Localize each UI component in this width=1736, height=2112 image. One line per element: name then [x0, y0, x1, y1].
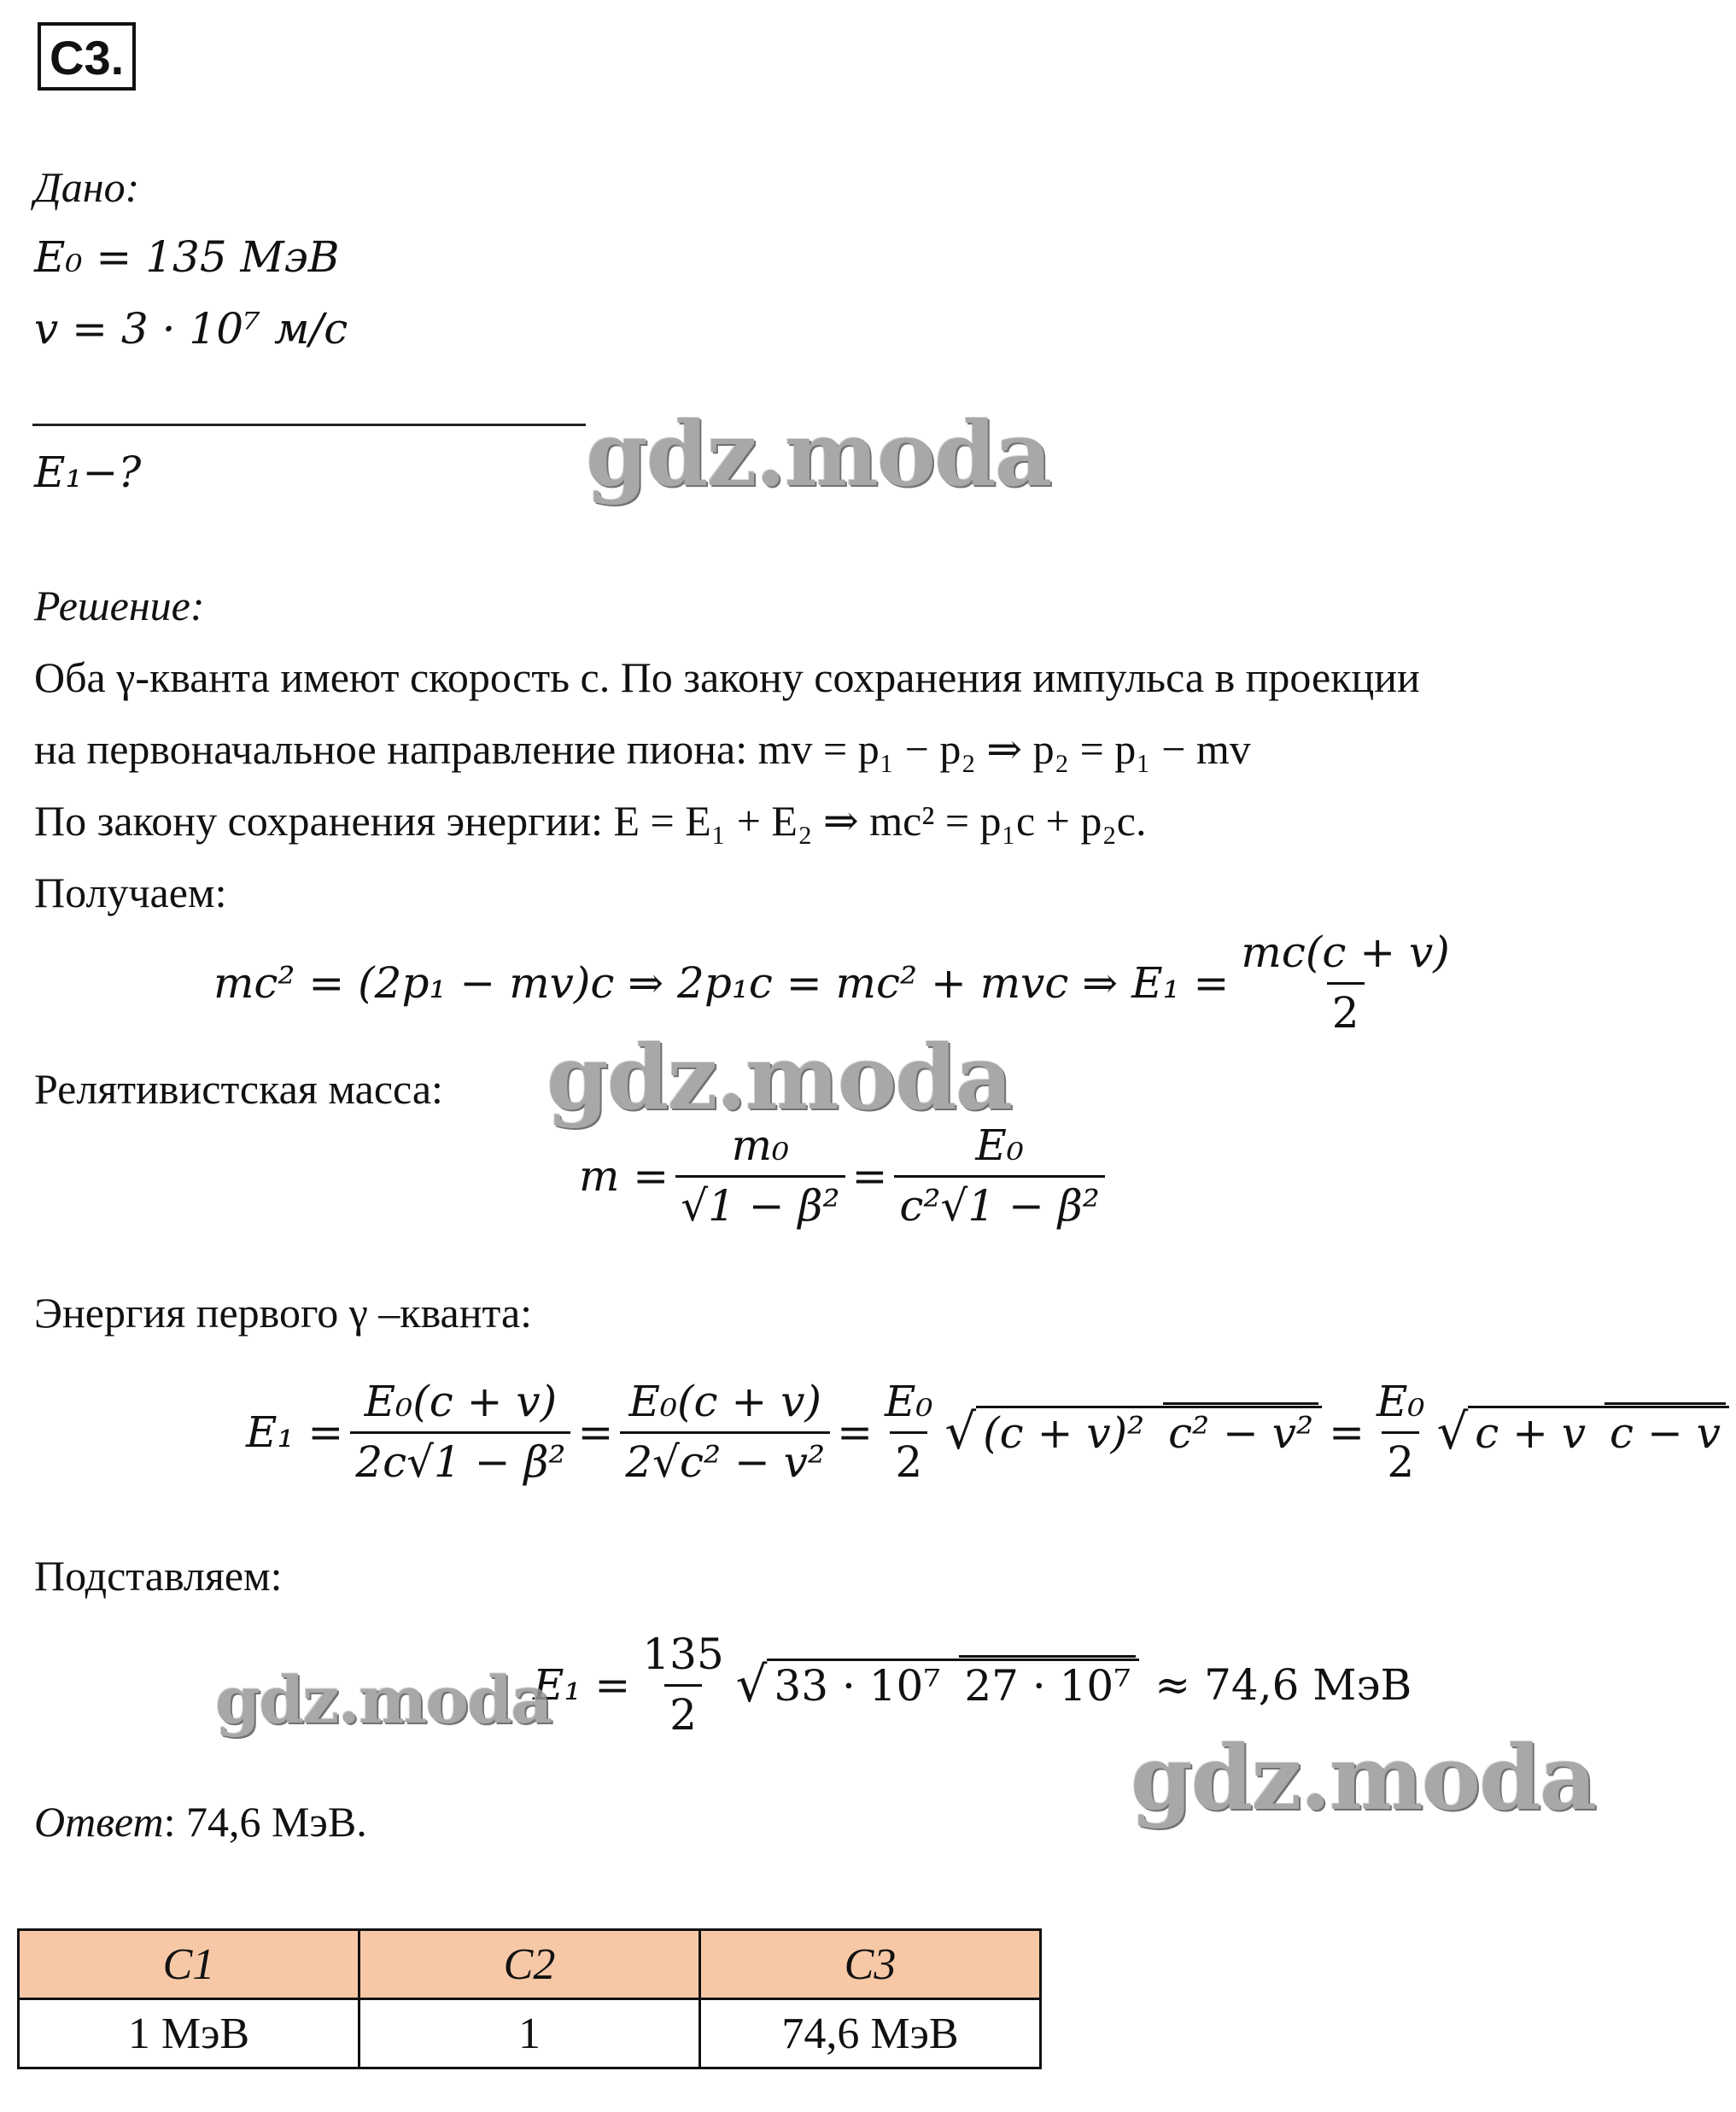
- table-cell: 1 МэВ: [19, 1999, 359, 2068]
- equation-substitution: E₁ = $\frac{135}{2}$ √ 33 · 10⁷ 27 · 10⁷ ≈ 74,6 МэВ: [533, 1629, 1412, 1740]
- equation-energy: E₁ = $\frac{\text{E₀(c + v)}}{\text{2c√1 − β²}}$ = $\frac{\text{E₀(c + v)}}{\text{2√c² − v²}}$ = $\frac{\text{E₀}}{2}$ √ (c + v)² c² − v² = $\frac{\text{E₀}}{2}$ √ c + v c − v: [246, 1377, 1736, 1487]
- watermark-logo: gdz.moda: [215, 1662, 552, 1738]
- solution-line-2: на первоначальное направление пиона: mv = p₁ − p₂ ⇒ p₂ = p₁ − mv: [34, 725, 1251, 773]
- find-quantity: E₁−?: [34, 448, 142, 497]
- given-velocity: v = 3 · 10⁷ м/с: [34, 304, 348, 354]
- table-header-cell: С3: [700, 1930, 1041, 1999]
- table-header-cell: С1: [19, 1930, 359, 1999]
- answer-line: Ответ: 74,6 МэВ.: [34, 1798, 367, 1846]
- table-cell: 74,6 МэВ: [700, 1999, 1041, 2068]
- given-heading: Дано:: [34, 163, 140, 211]
- table-header-row: [19, 1930, 1041, 1999]
- task-label: С3.: [38, 22, 136, 91]
- given-divider: [32, 424, 586, 426]
- solution-heading: Решение:: [34, 582, 205, 629]
- solution-line-6: Энергия первого γ –кванта:: [34, 1289, 533, 1337]
- solution-line-3: По закону сохранения энергии: E = E₁ + E₂ ⇒ mc² = p₁c + p₂c.: [34, 797, 1147, 845]
- given-energy: E₀ = 135 МэВ: [34, 232, 340, 282]
- solution-line-4: Получаем:: [34, 869, 227, 916]
- watermark-logo: gdz.moda: [547, 1025, 1012, 1130]
- solution-line-1: Оба γ-кванта имеют скорость c. По закону сохранения импульса в проекции: [34, 653, 1420, 701]
- equation-relativistic-mass: m = $\frac{\text{m₀}}{\text{√1 − β²}}$ = $\frac{\text{E₀}}{\text{c²√1 − β²}}$: [579, 1120, 1112, 1231]
- solution-line-7: Подставляем:: [34, 1552, 283, 1600]
- table-row: [19, 1999, 1041, 2068]
- table-cell: 1: [359, 1999, 700, 2068]
- watermark-logo: gdz.moda: [1131, 1725, 1596, 1830]
- answer-table: [17, 1928, 1042, 2069]
- table-header-cell: С2: [359, 1930, 700, 1999]
- equation-momentum: mc² = (2p₁ − mv)c ⇒ 2p₁c = mc² + mvc ⇒ E₁ = $\frac{mc(c + v)}{2}$: [213, 927, 1450, 1038]
- watermark-logo: gdz.moda: [586, 401, 1051, 506]
- solution-line-5: Релятивистская масса:: [34, 1065, 443, 1113]
